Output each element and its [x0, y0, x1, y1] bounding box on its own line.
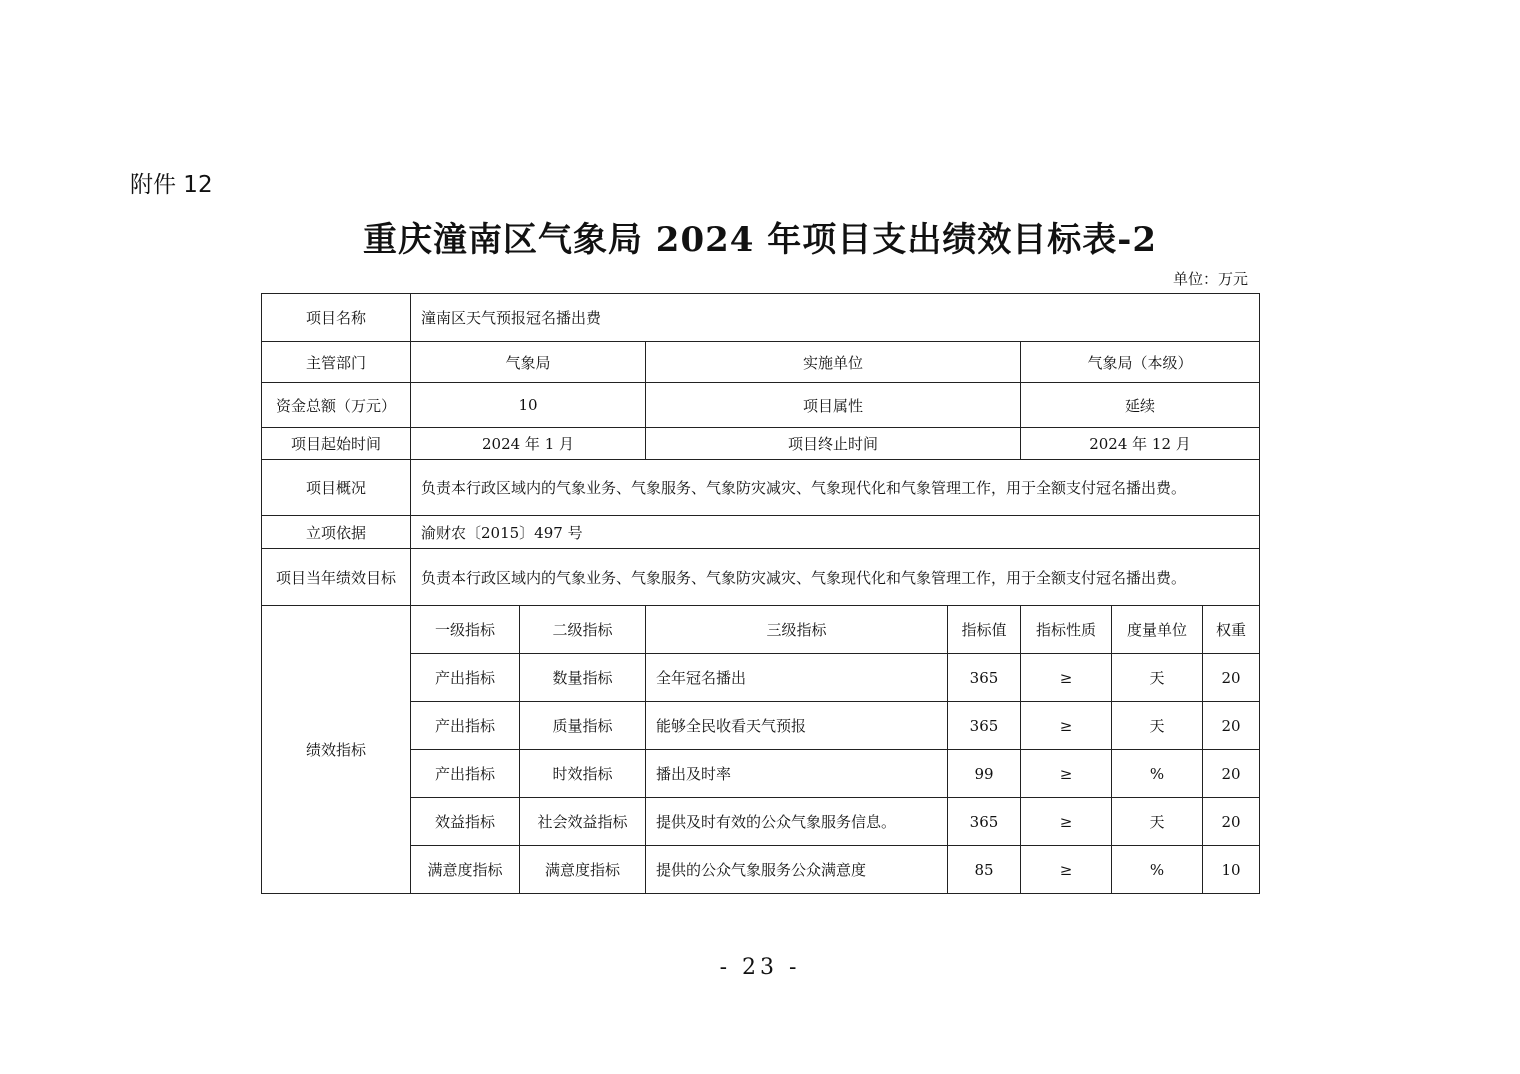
cell-value: 365	[948, 654, 1021, 702]
document-title: 重庆潼南区气象局 2024 年项目支出绩效目标表-2	[362, 220, 1158, 260]
cell-value: 85	[948, 846, 1021, 894]
header-weight: 权重	[1203, 606, 1260, 654]
header-value: 指标值	[948, 606, 1021, 654]
table-row	[262, 846, 1260, 894]
cell-level3: 提供的公众气象服务公众满意度	[646, 846, 948, 894]
row-fund	[262, 383, 1260, 428]
row-dept	[262, 342, 1260, 383]
fund-label: 资金总额（万元）	[262, 383, 411, 428]
goal-value: 负责本行政区域内的气象业务、气象服务、气象防灾减灾、气象现代化和气象管理工作，用于全额支付冠名播出费。	[411, 549, 1260, 606]
impl-value: 气象局（本级）	[1021, 342, 1260, 383]
header-level3: 三级指标	[646, 606, 948, 654]
cell-level1: 产出指标	[411, 702, 520, 750]
indicator-header-row	[262, 606, 1260, 654]
cell-level2: 数量指标	[520, 654, 646, 702]
basis-label: 立项依据	[262, 516, 411, 549]
cell-level3: 提供及时有效的公众气象服务信息。	[646, 798, 948, 846]
attr-value: 延续	[1021, 383, 1260, 428]
indicators-section-label: 绩效指标	[262, 606, 411, 894]
cell-level2: 社会效益指标	[520, 798, 646, 846]
row-overview	[262, 460, 1260, 516]
cell-nature: ≥	[1021, 654, 1112, 702]
overview-label: 项目概况	[262, 460, 411, 516]
overview-value: 负责本行政区域内的气象业务、气象服务、气象防灾减灾、气象现代化和气象管理工作，用于全额支付冠名播出费。	[411, 460, 1260, 516]
cell-weight: 20	[1203, 702, 1260, 750]
cell-unit: 天	[1112, 798, 1203, 846]
impl-label: 实施单位	[646, 342, 1021, 383]
cell-value: 365	[948, 798, 1021, 846]
cell-weight: 10	[1203, 846, 1260, 894]
cell-unit: 天	[1112, 654, 1203, 702]
start-label: 项目起始时间	[262, 428, 411, 460]
fund-value: 10	[411, 383, 646, 428]
cell-nature: ≥	[1021, 750, 1112, 798]
cell-weight: 20	[1203, 798, 1260, 846]
goal-label: 项目当年绩效目标	[262, 549, 411, 606]
cell-level1: 产出指标	[411, 654, 520, 702]
row-project-name	[262, 294, 1260, 342]
cell-level1: 产出指标	[411, 750, 520, 798]
cell-value: 365	[948, 702, 1021, 750]
cell-nature: ≥	[1021, 846, 1112, 894]
unit-label: 单位：万元	[1172, 270, 1248, 288]
end-value: 2024 年 12 月	[1021, 428, 1260, 460]
table-row	[262, 654, 1260, 702]
cell-level2: 满意度指标	[520, 846, 646, 894]
performance-table	[261, 293, 1260, 894]
header-level2: 二级指标	[520, 606, 646, 654]
row-basis	[262, 516, 1260, 549]
page-number: - 23 -	[719, 955, 801, 980]
cell-value: 99	[948, 750, 1021, 798]
start-value: 2024 年 1 月	[411, 428, 646, 460]
header-level1: 一级指标	[411, 606, 520, 654]
basis-value: 渝财农〔2015〕497 号	[411, 516, 1260, 549]
attachment-label: 附件 12	[130, 172, 213, 198]
dept-value: 气象局	[411, 342, 646, 383]
cell-level3: 播出及时率	[646, 750, 948, 798]
end-label: 项目终止时间	[646, 428, 1021, 460]
cell-unit: %	[1112, 846, 1203, 894]
row-time	[262, 428, 1260, 460]
cell-nature: ≥	[1021, 702, 1112, 750]
cell-level3: 全年冠名播出	[646, 654, 948, 702]
attr-label: 项目属性	[646, 383, 1021, 428]
cell-unit: %	[1112, 750, 1203, 798]
header-unit: 度量单位	[1112, 606, 1203, 654]
cell-weight: 20	[1203, 654, 1260, 702]
cell-level2: 时效指标	[520, 750, 646, 798]
table-row	[262, 750, 1260, 798]
cell-level2: 质量指标	[520, 702, 646, 750]
project-name-value: 潼南区天气预报冠名播出费	[411, 294, 1260, 342]
table-row	[262, 702, 1260, 750]
cell-level1: 满意度指标	[411, 846, 520, 894]
cell-weight: 20	[1203, 750, 1260, 798]
dept-label: 主管部门	[262, 342, 411, 383]
cell-level3: 能够全民收看天气预报	[646, 702, 948, 750]
cell-level1: 效益指标	[411, 798, 520, 846]
project-name-label: 项目名称	[262, 294, 411, 342]
cell-nature: ≥	[1021, 798, 1112, 846]
cell-unit: 天	[1112, 702, 1203, 750]
row-goal	[262, 549, 1260, 606]
header-nature: 指标性质	[1021, 606, 1112, 654]
table-row	[262, 798, 1260, 846]
